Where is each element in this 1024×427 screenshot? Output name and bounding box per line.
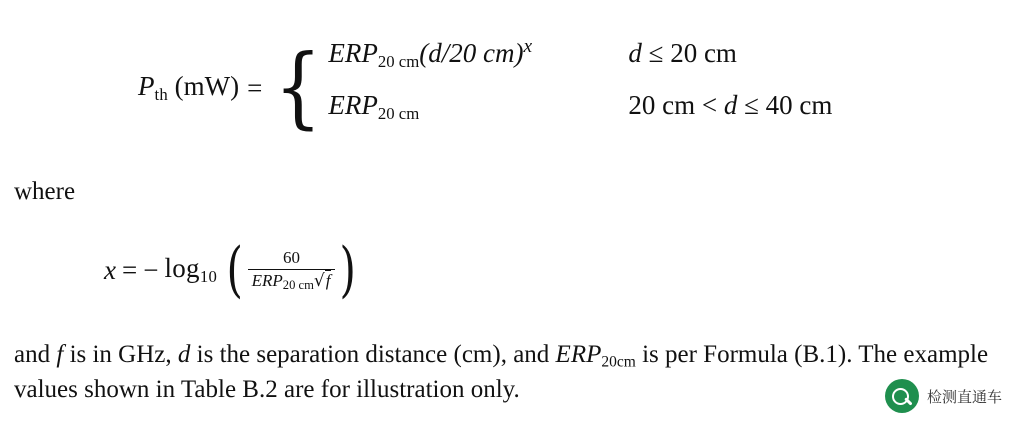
case-expression-rest: (d/20 cm): [419, 38, 524, 69]
denominator-base: ERP: [251, 271, 283, 290]
right-paren-icon: ): [339, 234, 357, 305]
equals-sign: =: [247, 72, 263, 103]
case-row: [328, 88, 832, 140]
square-root: [314, 271, 332, 290]
para-line2: The example values shown in Table B.2 are for illustration only.: [14, 341, 989, 403]
x-variable: x: [104, 254, 116, 285]
left-brace-icon: {: [274, 35, 323, 139]
case-condition-pre: 20 cm <: [628, 90, 724, 121]
radical-icon: √: [313, 271, 325, 291]
fraction-denominator: [248, 269, 336, 293]
para-erp: ERP: [555, 341, 602, 368]
lhs-unit: (mW): [174, 70, 240, 101]
formula-threshold-power: [138, 36, 832, 140]
lhs-symbol: P: [138, 70, 155, 101]
case-expression-subscript: 20 cm: [377, 51, 420, 71]
watermark: [879, 375, 1010, 417]
para-var-d: d: [177, 341, 191, 368]
formula-lhs: [138, 71, 245, 105]
log-operator: [164, 253, 217, 287]
log-subscript: 10: [199, 267, 218, 287]
left-paren-icon: (: [226, 234, 244, 305]
fraction-numerator: 60: [283, 248, 301, 267]
fraction: [248, 248, 336, 293]
x-minus-sign: −: [143, 254, 159, 285]
case-expression-base: ERP: [328, 38, 378, 69]
log-text: log: [164, 253, 200, 284]
case-condition-rest: ≤ 20 cm: [641, 38, 737, 69]
case-condition-var: d: [628, 38, 642, 69]
para-line1-part4: is per Formula (B.1).: [635, 341, 853, 368]
case-expression-base: ERP: [328, 90, 378, 121]
para-line1-part1: and: [14, 341, 57, 368]
denominator-subscript: 20 cm: [282, 277, 314, 292]
case-row: [328, 36, 832, 88]
radicand: f: [325, 271, 331, 290]
formula-exponent-x: [104, 234, 360, 305]
cases-list: [328, 36, 832, 140]
magnifier-icon: [885, 379, 919, 413]
case-expression-subscript: 20 cm: [377, 103, 420, 123]
where-label: where: [14, 178, 76, 205]
para-erp-subscript: 20cm: [601, 353, 636, 371]
case-expression-exponent: x: [523, 36, 533, 57]
case-condition: [628, 90, 832, 121]
para-var-f: f: [56, 341, 64, 368]
para-line1-part2: is in GHz,: [63, 341, 178, 368]
para-line1-part3: is the separation distance (cm), and: [190, 341, 556, 368]
case-condition-rest: ≤ 40 cm: [737, 90, 833, 121]
lhs-subscript: th: [154, 85, 168, 104]
x-equals-sign: =: [121, 254, 138, 285]
case-condition-var: d: [723, 90, 738, 121]
case-condition: [628, 38, 737, 69]
watermark-label: 检测直通车: [926, 387, 1002, 406]
case-expression: [328, 88, 628, 124]
case-expression: [328, 36, 628, 72]
explanatory-paragraph: [14, 338, 1004, 407]
